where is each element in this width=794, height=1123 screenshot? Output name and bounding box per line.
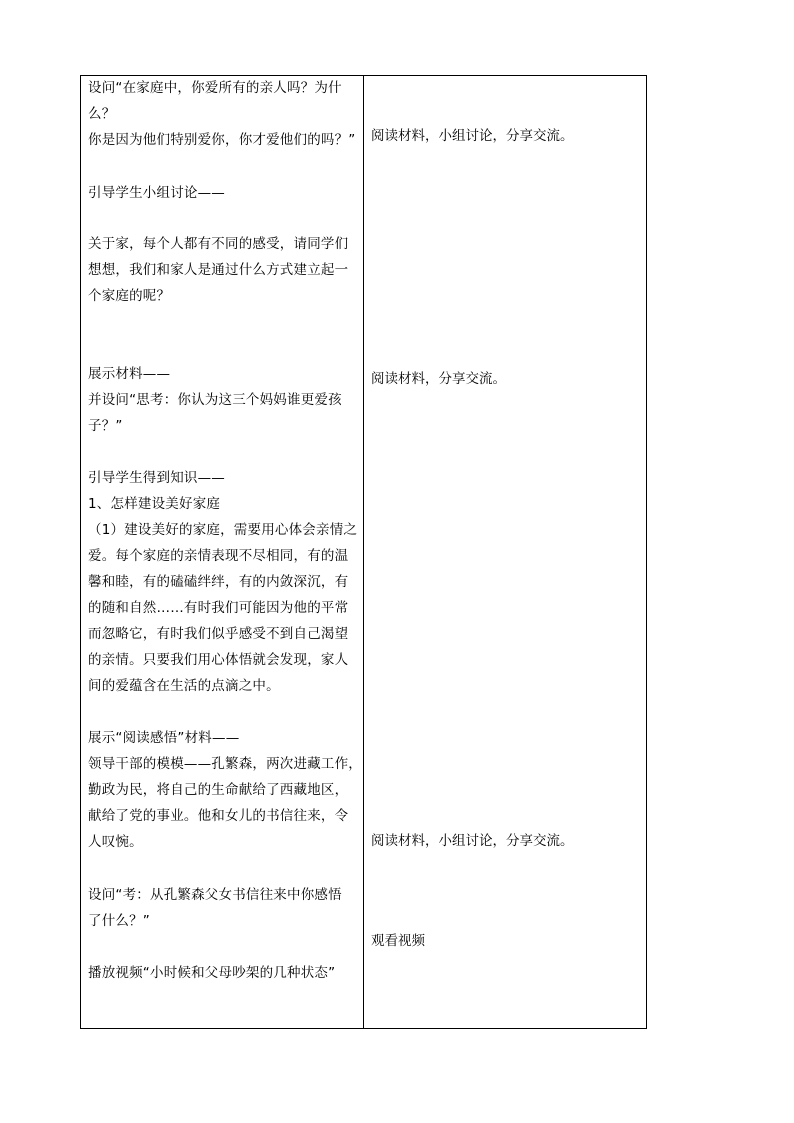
text-line: 阅读材料，小组讨论，分享交流。	[371, 128, 574, 144]
text-line: 领导干部的模模——孔繁森，两次进藏工作，	[88, 756, 362, 772]
text-line: 的随和自然……有时我们可能因为他的平常	[88, 600, 349, 616]
text-line: 播放视频“小时候和父母吵架的几种状态”	[88, 965, 336, 981]
text-line: 观看视频	[371, 933, 425, 949]
text-line: 人叹惋。	[88, 834, 143, 850]
text-line: 子？”	[88, 418, 123, 434]
text-line: 的亲情。只要我们用心体悟就会发现，家人	[88, 652, 349, 668]
text-line: 引导学生得到知识——	[88, 470, 225, 486]
text-line: 展示“阅读感悟”材料——	[88, 730, 240, 746]
text-line: 献给了党的事业。他和女儿的书信往来，令	[88, 808, 349, 824]
text-line: 么？	[88, 106, 116, 122]
text-line: 设问“在家庭中，你爱所有的亲人吗？为什	[88, 80, 342, 96]
text-line: 引导学生小组讨论——	[88, 185, 225, 201]
text-line: 阅读材料，小组讨论，分享交流。	[371, 833, 574, 849]
text-line: 展示材料——	[88, 366, 171, 382]
text-line: 间的爱蕴含在生活的点滴之中。	[88, 678, 280, 694]
text-line: 你是因为他们特别爱你，你才爱他们的吗？”	[88, 132, 356, 148]
text-line: 爱。每个家庭的亲情表现不尽相同，有的温	[88, 548, 349, 564]
text-line: 关于家，每个人都有不同的感受，请同学们	[88, 236, 349, 252]
text-line: 想想，我们和家人是通过什么方式建立起一	[88, 262, 349, 278]
lesson-table	[80, 75, 647, 1029]
text-line: 阅读材料，分享交流。	[371, 371, 506, 387]
text-line: 个家庭的呢？	[88, 288, 171, 304]
text-line: 并设问“思考：你认为这三个妈妈谁更爱孩	[88, 392, 342, 408]
teacher-activity-column	[81, 76, 363, 1028]
text-line: 馨和睦，有的磕磕绊绊，有的内敛深沉，有	[88, 574, 349, 590]
text-line: 勤政为民，将自己的生命献给了西藏地区，	[88, 782, 349, 798]
text-line: 了什么？”	[88, 913, 150, 929]
text-line: （1）建设美好的家庭，需要用心体会亲情之	[88, 522, 358, 538]
text-line: 而忽略它，有时我们似乎感受不到自己渴望	[88, 626, 349, 642]
text-line: 1、怎样建设美好家庭	[88, 496, 221, 512]
student-activity-column	[364, 76, 646, 1028]
text-line: 设问“考：从孔繁森父女书信往来中你感悟	[88, 887, 342, 903]
